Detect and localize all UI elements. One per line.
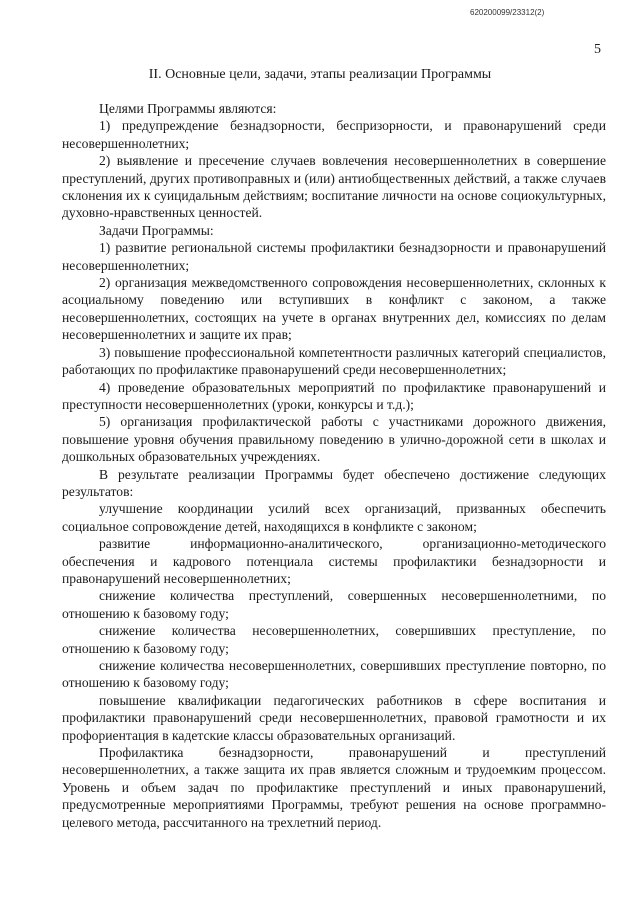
paragraph-goal-2: 2) выявление и пресечение случаев вовлечения несовершеннолетних в совершение преступлений, других противоправных и (или) антиобщественных действий, а также случаев склонения их к суицидальным действиям; воспитание личности на основе социокультурных, духовно-нравственных ценностей. (62, 153, 606, 221)
paragraph-result-repeat-reduction: снижение количества несовершеннолетних, совершивших преступление повторно, по отношению к базовому году; (62, 658, 606, 691)
document-body (62, 100, 606, 831)
page-number: 5 (594, 42, 601, 57)
paragraph-result-offender-reduction: снижение количества несовершеннолетних, совершивших преступление, по отношению к базовому году; (62, 623, 606, 656)
paragraph-result-qualification: повышение квалификации педагогических работников в сфере воспитания и профилактики правонарушений среди несовершеннолетних, правовой грамотности и их профориентация в кадетские классы образовательных организаций. (62, 692, 606, 743)
paragraph-goals-intro: Целями Программы являются: (99, 101, 277, 116)
paragraph-result-development: развитие информационно-аналитического, организационно-методического обеспечения и кадрового потенциала системы профилактики безнадзорности и правонарушений несовершеннолетних; (62, 536, 606, 586)
paragraph-task-3: 3) повышение профессиональной компетентности различных категорий специалистов, работающих по профилактике правонарушений среди несовершеннолетних; (62, 344, 606, 378)
paragraph-task-1: 1) развитие региональной системы профилактики безнадзорности и правонарушений несовершеннолетних; (62, 240, 606, 273)
paragraph-results-intro: В результате реализации Программы будет обеспечено достижение следующих результатов: (62, 466, 606, 499)
document-code: 620200099/23312(2) (470, 8, 545, 17)
section-heading: II. Основные цели, задачи, этапы реализации Программы (148, 67, 492, 82)
paragraph-task-5: 5) организация профилактической работы с участниками дорожного движения, повышение уровня обучения правильному поведению в улично-дорожной сети в школах и дошкольных образовательных учреждениях. (62, 414, 606, 465)
paragraph-task-2: 2) организация межведомственного сопровождения несовершеннолетних, склонных к асоциальному поведению или вступивших в конфликт с законом, а также несовершеннолетних, состоящих на учете в органах внутренних дел, комиссиях по делам несовершеннолетних и защите их прав; (62, 275, 606, 343)
paragraph-task-4: 4) проведение образовательных мероприятий по профилактике правонарушений и преступности несовершеннолетних (уроки, конкурсы и т.д.); (62, 379, 606, 412)
paragraph-goal-1: 1) предупреждение безнадзорности, беспризорности, и правонарушений среди несовершеннолетних; (62, 118, 606, 151)
paragraph-tasks-intro: Задачи Программы: (99, 222, 214, 238)
paragraph-conclusion: Профилактика безнадзорности, правонарушений и преступлений несовершеннолетних, а также защита их прав является сложным и трудоемким процессом. Уровень и объем задач по профилактике преступлений и иных правонарушений, предусмотренные мероприятиями Программы, требуют решения на основе программно-целевого метода, рассчитанного на трехлетний период. (62, 745, 606, 830)
paragraph-result-crime-reduction: снижение количества преступлений, совершенных несовершеннолетними, по отношению к базовому году; (62, 588, 606, 621)
paragraph-result-coordination: улучшение координации усилий всех организаций, призванных обеспечить социальное сопровождение детей, находящихся в конфликте с законом; (62, 501, 606, 534)
